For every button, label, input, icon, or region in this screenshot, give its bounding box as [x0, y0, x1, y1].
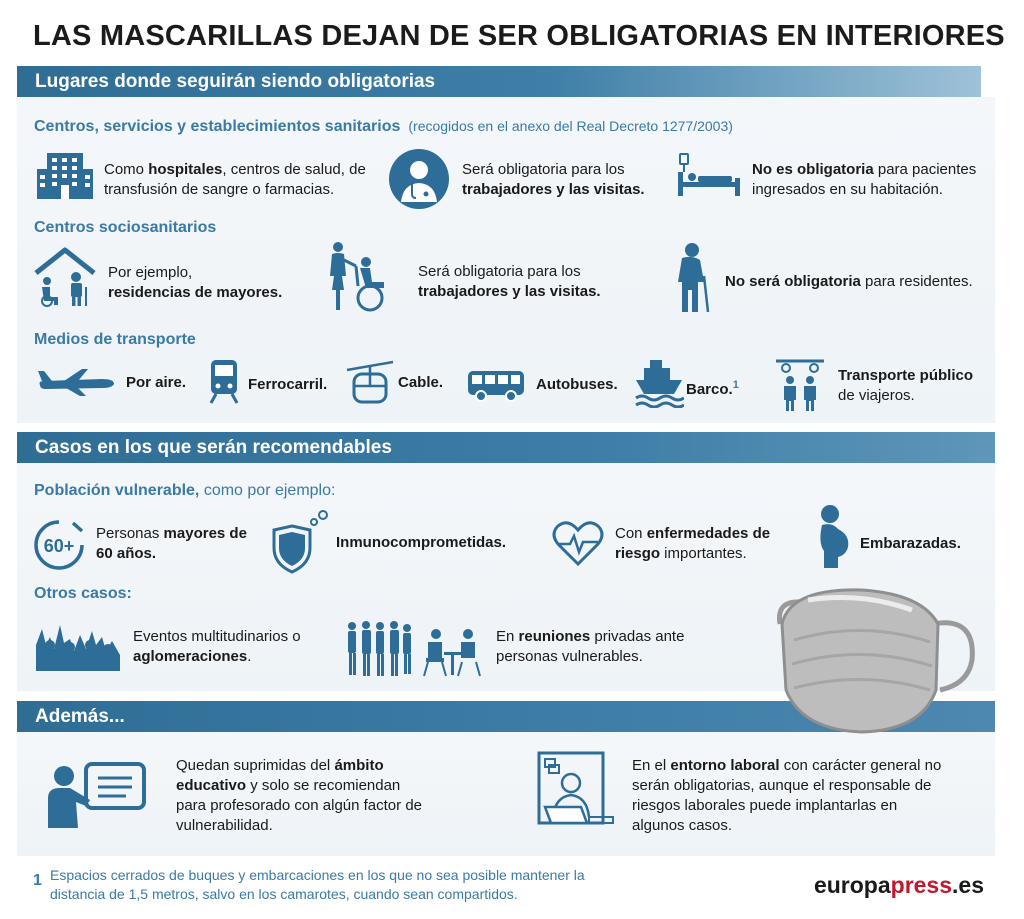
- subheading-sanitarios: [34, 118, 733, 136]
- text-pacientes: No es obligatoria para pacientes ingresados en su habitación.: [752, 161, 977, 198]
- text-aire: Por aire.: [126, 374, 187, 391]
- text-trabajadores-sanitarios: Será obligatoria para los trabajadores y las visitas.: [462, 161, 645, 198]
- text-mayores-60: Personas mayores de 60 años.: [96, 525, 247, 562]
- teacher-icon: [46, 760, 146, 830]
- doctor-icon: [388, 148, 450, 210]
- section-heading-recomendables: Casos en los que serán recomendables: [17, 432, 995, 463]
- text-enfermedades: Con enfermedades de riesgo importantes.: [615, 525, 771, 562]
- text-eventos: Eventos multitudinarios o aglomeraciones.: [133, 628, 301, 665]
- text-residentes: No será obligatoria para residentes.: [725, 273, 973, 290]
- pregnant-woman-icon: [814, 503, 854, 569]
- age-60-plus-text: 60+: [43, 536, 75, 556]
- subheading-sanitarios-note: (recogidos en el anexo del Real Decreto 1277/2003): [408, 118, 733, 134]
- heart-rate-icon: [552, 520, 604, 566]
- text-trabajadores-socio: Será obligatoria para los trabajadores y las visitas.: [418, 263, 601, 300]
- footnote-marker: 1: [732, 379, 739, 391]
- public-transport-passengers-icon: [774, 358, 826, 412]
- text-entorno-laboral: En el entorno laboral con carácter general no serán obligatorias, aunque el responsable de riesgos laborales puede implantarlas en algunos casos.: [632, 757, 942, 834]
- footnote-text: Espacios cerrados de buques y embarcaciones en los que no sea posible mantener la distancia de 1,5 metros, salvo en los camarotes, cuando sean compartidos.: [50, 867, 585, 902]
- section-heading-obligatorias: Lugares donde seguirán siendo obligatorias: [17, 66, 981, 97]
- section-heading-ademas: Además...: [17, 701, 995, 732]
- age-60-plus-icon: [33, 519, 85, 571]
- page-title: LAS MASCARILLAS DEJAN DE SER OBLIGATORIAS EN INTERIORES: [33, 20, 1005, 52]
- hospital-icon: [35, 151, 95, 201]
- text-transporte-publico: Transporte público de viajeros.: [838, 367, 974, 404]
- meeting-people-icon: [344, 620, 484, 678]
- bus-icon: [466, 369, 526, 403]
- text-ambito-educativo: Quedan suprimidas del ámbito educativo y solo se recomiendan para profesorado con algún factor de vulnerabilidad.: [176, 757, 422, 834]
- subheading-sanitarios-label: Centros, servicios y establecimientos sanitarios: [34, 118, 401, 135]
- elderly-resident-icon: [674, 242, 714, 314]
- brand-accent: press: [890, 872, 953, 898]
- residence-icon: [34, 247, 96, 307]
- brand-suffix: .es: [952, 872, 984, 898]
- footnote-number: 1: [33, 872, 42, 889]
- text-cable: Cable.: [398, 374, 444, 391]
- text-reuniones: En reuniones privadas ante personas vulnerables.: [496, 628, 685, 665]
- subheading-otros: Otros casos:: [34, 585, 132, 602]
- text-inmunocomprometidas: Inmunocomprometidas.: [336, 534, 507, 551]
- brand-main: europa: [813, 872, 891, 898]
- subheading-vulnerable-light: como por ejemplo:: [203, 482, 336, 499]
- caregiver-wheelchair-icon: [326, 240, 396, 312]
- subheading-transporte: Medios de transporte: [34, 331, 196, 348]
- text-hospitales: Como hospitales, centros de salud, de transfusión de sangre o farmacias.: [104, 161, 366, 198]
- text-ferrocarril: Ferrocarril.: [248, 376, 328, 393]
- crowd-icon: [36, 615, 120, 671]
- ship-icon: [634, 358, 684, 408]
- subheading-vulnerable-label: Población vulnerable,: [34, 482, 200, 499]
- subheading-sociosanitarios: Centros sociosanitarios: [34, 219, 217, 236]
- text-residencias: Por ejemplo, residencias de mayores.: [108, 264, 283, 301]
- train-icon: [208, 358, 240, 404]
- airplane-icon: [36, 367, 116, 397]
- face-mask-illustration: [772, 580, 978, 740]
- office-worker-icon: [537, 751, 617, 831]
- cable-car-icon: [345, 360, 395, 404]
- immune-shield-icon: [270, 510, 330, 574]
- text-barco: Barco.$^1$: [686, 379, 739, 398]
- subheading-vulnerable: [34, 482, 335, 500]
- text-embarazadas: Embarazadas.: [860, 535, 961, 552]
- hospital-bed-icon: [676, 152, 742, 198]
- text-autobuses: Autobuses.: [536, 376, 618, 393]
- europapress-logo: [814, 872, 984, 899]
